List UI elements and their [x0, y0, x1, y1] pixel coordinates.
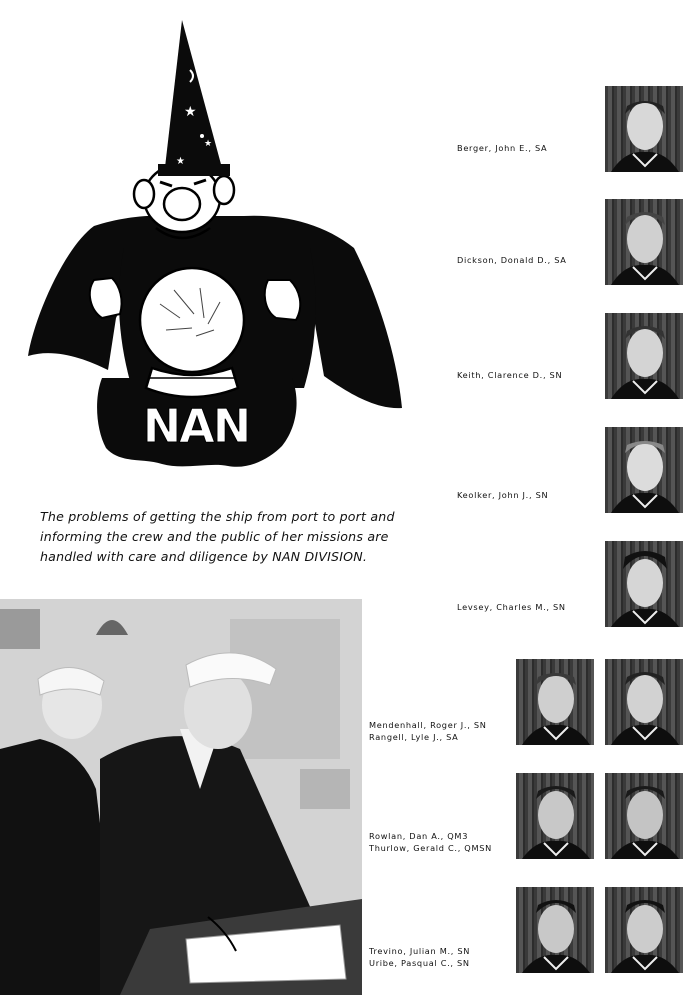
svg-text:★: ★	[176, 156, 185, 167]
roster-name: Rangell, Lyle J., SA	[369, 732, 459, 742]
division-caption: The problems of getting the ship from port to port and informing the crew and the public of her missions are handled with care and diligence by NAN DIVISION.	[40, 509, 395, 564]
roster-name: Thurlow, Gerald C., QMSN	[369, 843, 492, 853]
svg-text:★: ★	[204, 139, 213, 149]
portrait-photo	[605, 86, 683, 172]
group-photo	[0, 599, 362, 995]
portrait-photo	[605, 773, 683, 859]
roster-name: Rowlan, Dan A., QM3	[369, 831, 469, 841]
portrait-photo	[605, 659, 683, 745]
portrait-photo	[516, 659, 594, 745]
portrait-photo	[605, 313, 683, 399]
nan-wizard-cartoon	[24, 18, 408, 470]
roster-name: Berger, John E., SA	[457, 143, 548, 153]
roster-name: Levsey, Charles M., SN	[457, 602, 566, 612]
portrait-photo	[516, 887, 594, 973]
portrait-photo	[516, 773, 594, 859]
nan-logo-text: NAN	[142, 399, 250, 453]
roster-name: Uribe, Pasqual C., SN	[369, 958, 470, 968]
roster-name: Keolker, John J., SN	[457, 490, 549, 500]
roster-name: Dickson, Donald D., SA	[457, 255, 567, 265]
roster-pair-names	[369, 945, 470, 969]
roster-name: Mendenhall, Roger J., SN	[369, 720, 487, 730]
portrait-photo	[605, 887, 683, 973]
svg-text:★: ★	[184, 104, 197, 120]
portrait-photo	[605, 427, 683, 513]
portrait-photo	[605, 541, 683, 627]
roster-name: Trevino, Julian M., SN	[369, 946, 471, 956]
roster-pair-names	[369, 719, 487, 743]
roster-pair-names	[369, 830, 492, 854]
roster-name: Keith, Clarence D., SN	[457, 370, 563, 380]
portrait-photo	[605, 199, 683, 285]
